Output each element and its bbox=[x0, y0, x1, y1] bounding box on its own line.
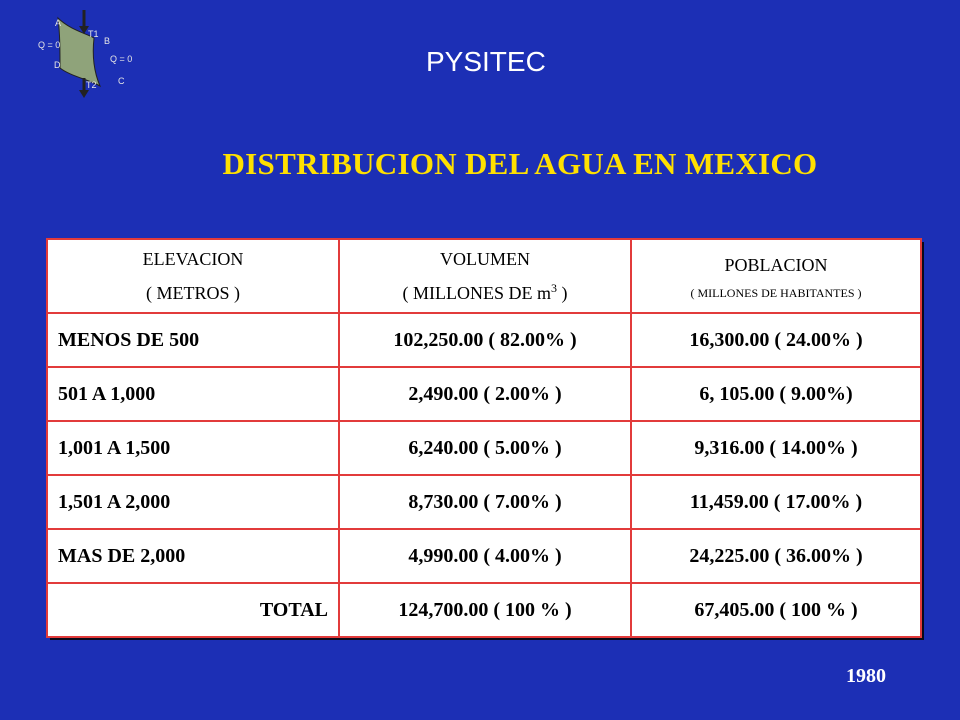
cell-elevacion: MENOS DE 500 bbox=[47, 313, 339, 367]
header-elevacion bbox=[47, 239, 339, 313]
table-header-row bbox=[47, 239, 921, 313]
cell-elevacion: 1,001 A 1,500 bbox=[47, 421, 339, 475]
arrow-out-head bbox=[79, 90, 89, 98]
header-elevacion-title: ELEVACION bbox=[142, 248, 244, 269]
cell-volumen: 102,250.00 ( 82.00% ) bbox=[339, 313, 631, 367]
year-label: 1980 bbox=[846, 665, 886, 687]
header-volumen bbox=[339, 239, 631, 313]
header-poblacion bbox=[631, 239, 921, 313]
logo-label-c: C bbox=[118, 76, 125, 86]
water-distribution-table bbox=[46, 238, 922, 638]
data-table-container bbox=[46, 238, 920, 636]
table-row bbox=[47, 529, 921, 583]
cell-poblacion: 6, 105.00 ( 9.00%) bbox=[631, 367, 921, 421]
cell-poblacion: 9,316.00 ( 14.00% ) bbox=[631, 421, 921, 475]
logo-label-t2: T2 bbox=[86, 80, 97, 90]
header-volumen-unit-end: ) bbox=[556, 283, 568, 303]
header-volumen-unit-sup: 3 bbox=[550, 281, 557, 295]
cell-volumen: 4,990.00 ( 4.00% ) bbox=[339, 529, 631, 583]
cell-elevacion: 1,501 A 2,000 bbox=[47, 475, 339, 529]
cell-elevacion: 501 A 1,000 bbox=[47, 367, 339, 421]
table-row bbox=[47, 421, 921, 475]
cell-poblacion: 11,459.00 ( 17.00% ) bbox=[631, 475, 921, 529]
logo-label-d: D bbox=[54, 60, 61, 70]
header-elevacion-unit: ( METROS ) bbox=[146, 283, 240, 303]
table-row bbox=[47, 313, 921, 367]
logo-label-a: A bbox=[55, 18, 62, 28]
logo-label-b: B bbox=[104, 36, 111, 46]
cell-poblacion: 24,225.00 ( 36.00% ) bbox=[631, 529, 921, 583]
logo-label-t1: T1 bbox=[88, 29, 99, 39]
cell-volumen: 6,240.00 ( 5.00% ) bbox=[339, 421, 631, 475]
header-poblacion-title: POBLACION bbox=[724, 254, 828, 275]
cell-elevacion: MAS DE 2,000 bbox=[47, 529, 339, 583]
table-total-row bbox=[47, 583, 921, 637]
cell-poblacion: 16,300.00 ( 24.00% ) bbox=[631, 313, 921, 367]
header-volumen-title: VOLUMEN bbox=[440, 248, 530, 269]
brand-name: PYSITEC bbox=[426, 46, 546, 77]
cell-total-volumen: 124,700.00 ( 100 % ) bbox=[339, 583, 631, 637]
header-poblacion-unit: ( MILLONES DE HABITANTES ) bbox=[690, 285, 862, 300]
cell-total-label: TOTAL bbox=[47, 583, 339, 637]
header-volumen-unit bbox=[340, 276, 630, 310]
table-row bbox=[47, 367, 921, 421]
page-title: DISTRIBUCION DEL AGUA EN MEXICO bbox=[222, 146, 818, 181]
cell-total-poblacion: 67,405.00 ( 100 % ) bbox=[631, 583, 921, 637]
table-row bbox=[47, 475, 921, 529]
logo-label-q-right: Q = 0 bbox=[110, 54, 133, 64]
header-volumen-unit-text: ( MILLONES DE m bbox=[402, 283, 551, 303]
carnot-cycle-logo bbox=[30, 8, 150, 98]
cell-volumen: 8,730.00 ( 7.00% ) bbox=[339, 475, 631, 529]
logo-label-q-left: Q = 0 bbox=[38, 40, 61, 50]
cell-volumen: 2,490.00 ( 2.00% ) bbox=[339, 367, 631, 421]
